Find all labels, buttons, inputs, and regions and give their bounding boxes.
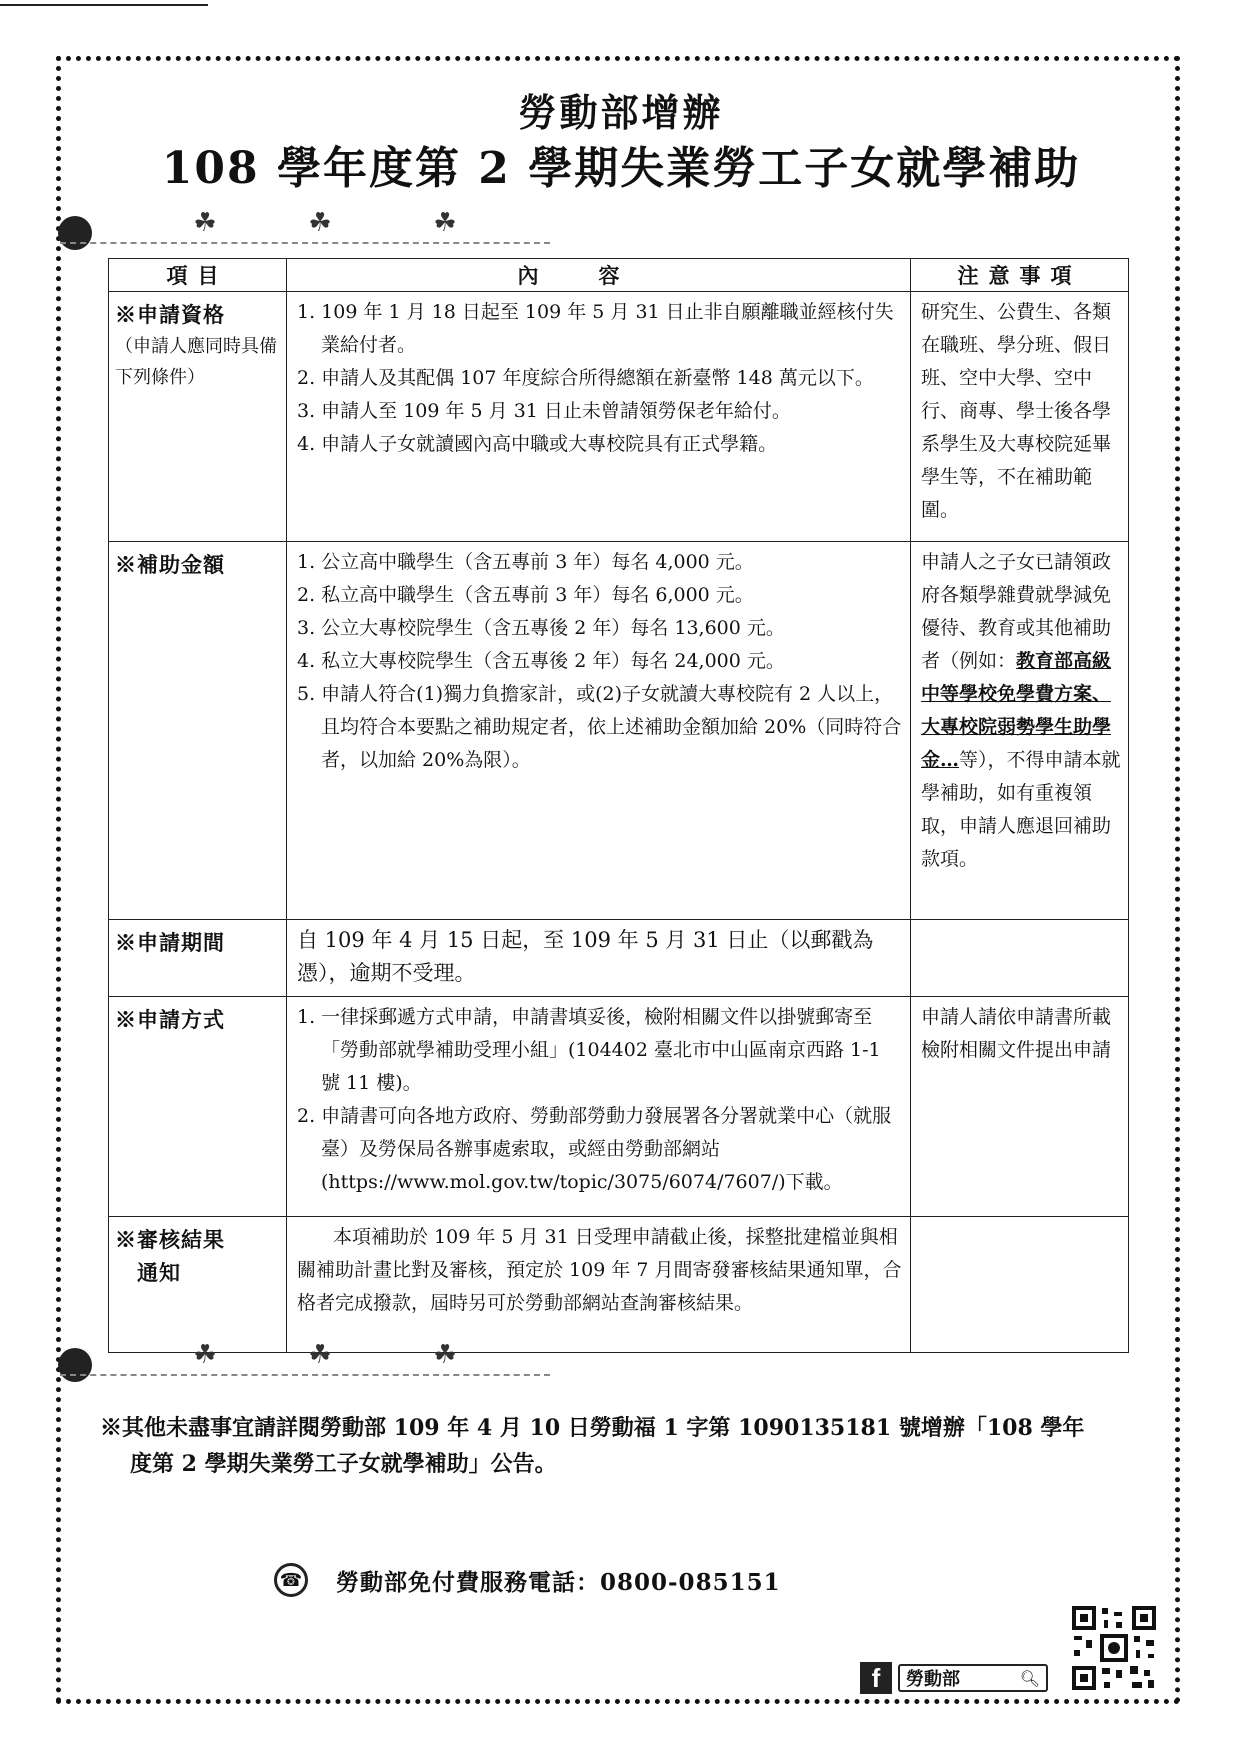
row-sublabel-eligibility: （申請人應同時具備下列條件） <box>115 336 277 388</box>
table-header-row <box>109 259 1129 292</box>
list-item: 3. 公立大專校院學生（含五專後 2 年）每名 13,600 元。 <box>297 617 785 639</box>
footnote <box>100 1410 1100 1482</box>
clover-ornament-top <box>50 208 550 254</box>
list-item: 4. 私立大專校院學生（含五專後 2 年）每名 24,000 元。 <box>297 650 785 672</box>
note-amount <box>911 542 1129 920</box>
row-label-method: ※申請方式 <box>115 1007 225 1032</box>
facebook-search-box[interactable] <box>898 1664 1048 1692</box>
clover-icon: ☘ <box>433 208 457 238</box>
row-label-eligibility: ※申請資格 <box>115 302 225 327</box>
list-item: 2. 申請書可向各地方政府、勞動部勞動力發展署各分署就業中心（就服臺）及勞保局各辦事處索取，或經由勞動部網站(https://www.mol.gov.tw/topic/3075/6074/7607/)下載。 <box>297 1105 892 1193</box>
table-row <box>109 292 1129 542</box>
clover-icon: ☘ <box>433 1340 457 1370</box>
list-item: 3. 申請人至 109 年 5 月 31 日止未曾請領勞保老年給付。 <box>297 400 791 422</box>
list-item: 1. 109 年 1 月 18 日起至 109 年 5 月 31 日止非自願離職並經核付失業給付者。 <box>297 301 894 356</box>
hotline <box>274 1558 781 1602</box>
note-method: 申請人請依申請書所載檢附相關文件提出申請 <box>911 997 1129 1217</box>
note-text: 等），不得申請本就學補助，如有重複領取，申請人應退回補助款項。 <box>921 749 1121 870</box>
phone-service-icon: ☎ <box>274 1563 308 1597</box>
clover-icon: ☘ <box>308 208 332 238</box>
facebook-search[interactable] <box>860 1662 1048 1694</box>
table-row <box>109 920 1129 997</box>
row-label-period: ※申請期間 <box>115 930 225 955</box>
period-content: 自 109 年 4 月 15 日起，至 109 年 5 月 31 日止（以郵戳為憑），逾期不受理。 <box>287 920 911 997</box>
header-item: 項目 <box>109 259 287 292</box>
row-label-amount: ※補助金額 <box>115 552 225 577</box>
table-row <box>109 997 1129 1217</box>
table-row <box>109 1217 1129 1353</box>
list-item: 4. 申請人子女就讀國內高中職或大專校院具有正式學籍。 <box>297 433 778 455</box>
clover-icon: ☘ <box>193 208 217 238</box>
list-item: 2. 私立高中職學生（含五專前 3 年）每名 6,000 元。 <box>297 584 754 606</box>
header-notes: 注意事項 <box>911 259 1129 292</box>
footnote-line: 度第 2 學期失業勞工子女就學補助」公告。 <box>130 1451 557 1477</box>
note-programs: 教育部高級中等學校免學費方案、大專校院弱勢學生助學金… <box>921 650 1112 771</box>
magnifier-icon: 🔍︎ <box>1019 1668 1040 1688</box>
facebook-icon: f <box>860 1662 892 1694</box>
subsidy-table <box>108 258 1129 1353</box>
clover-icon: ☘ <box>193 1340 217 1370</box>
note-eligibility: 研究生、公費生、各類在職班、學分班、假日班、空中大學、空中行、商專、學士後各學系學生及大專校院延畢學生等，不在補助範圍。 <box>911 292 1129 542</box>
facebook-search-label: 勞動部 <box>906 1669 960 1690</box>
list-item: 1. 一律採郵遞方式申請，申請書填妥後，檢附相關文件以掛號郵寄至「勞動部就學補助受理小組」(104402 臺北市中山區南京西路 1-1 號 11 樓)。 <box>297 1006 881 1094</box>
page-title: 勞動部增辦 <box>518 90 724 135</box>
clover-icon: ☘ <box>308 1340 332 1370</box>
footnote-line: ※其他未盡事宜請詳閱勞動部 109 年 4 月 10 日勞動福 1 字第 1090135181 號增辦「108 學年 <box>100 1415 1085 1441</box>
list-item: 5. 申請人符合(1)獨力負擔家計，或(2)子女就讀大專校院有 2 人以上，且均符合本要點之補助規定者，依上述補助金額加給 20%（同時符合者，以加給 20%為限）。 <box>297 683 902 771</box>
top-rule <box>0 4 208 6</box>
row-sublabel-result: 通知 <box>137 1260 181 1285</box>
page-subtitle: 108 學年度第 2 學期失業勞工子女就學補助 <box>161 143 1081 194</box>
list-item: 2. 申請人及其配偶 107 年度綜合所得總額在新臺幣 148 萬元以下。 <box>297 367 874 389</box>
table-row <box>109 542 1129 920</box>
ladybug-icon <box>58 1348 92 1382</box>
ladybug-icon <box>58 216 92 250</box>
clover-ornament-bottom <box>50 1340 550 1386</box>
header-content: 內容 <box>287 259 911 292</box>
qr-code-icon <box>1070 1604 1158 1692</box>
result-content: 本項補助於 109 年 5 月 31 日受理申請截止後，採整批建檔並與相關補助計畫比對及審核，預定於 109 年 7 月間寄發審核結果通知單，合格者完成撥款，屆時另可於勞動部網站查詢審核結果。 <box>287 1217 911 1353</box>
hotline-text: 勞動部免付費服務電話：0800-085151 <box>336 1568 781 1596</box>
note-text: 申請人之子女已請領政府各類學雜費就學減免優待、教育或其他補助者（例如： <box>921 551 1112 672</box>
list-item: 1. 公立高中職學生（含五專前 3 年）每名 4,000 元。 <box>297 551 754 573</box>
row-label-result: ※審核結果 <box>115 1227 225 1252</box>
